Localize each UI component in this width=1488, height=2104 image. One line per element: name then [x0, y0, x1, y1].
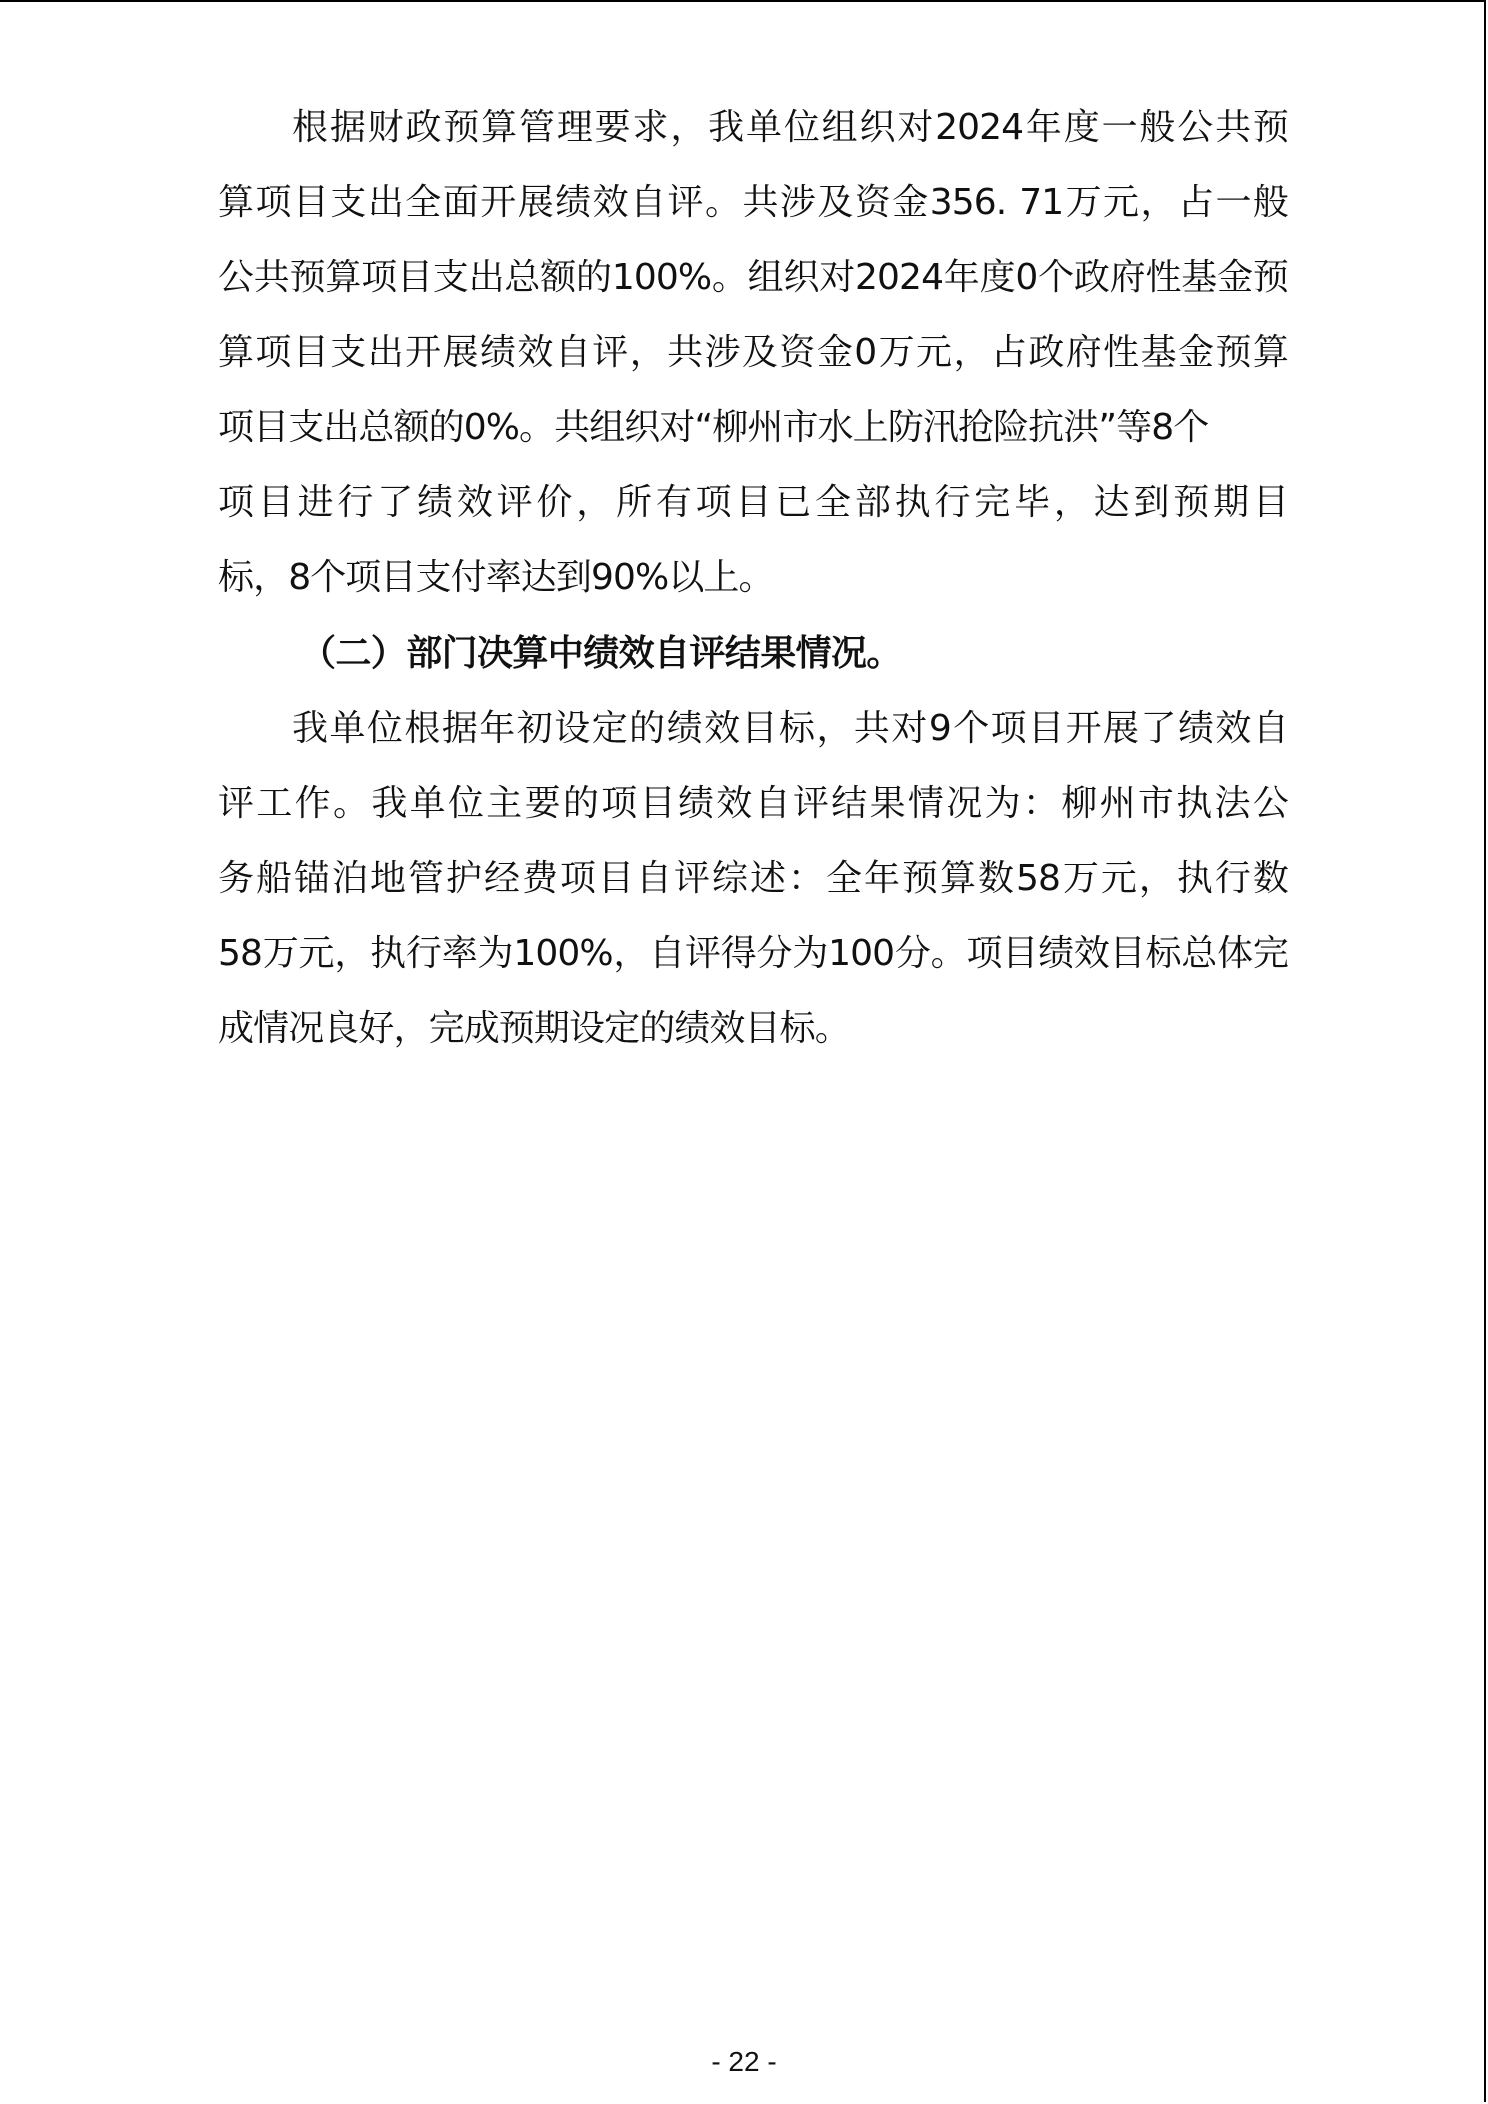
- paragraph-2-line-4: 58万元，执行率为100%，自评得分为100分。项目绩效目标总体完: [218, 933, 1288, 974]
- paragraph-2-line-1: 我单位根据年初设定的绩效目标，共对9个项目开展了绩效自: [292, 708, 1288, 749]
- paragraph-1-line-3: 公共预算项目支出总额的100%。组织对2024年度0个政府性基金预: [218, 257, 1288, 298]
- paragraph-1-line-4: 算项目支出开展绩效自评，共涉及资金0万元，占政府性基金预算: [218, 332, 1288, 373]
- section-heading: （二）部门决算中绩效自评结果情况。: [300, 633, 902, 674]
- page-number: - 22 -: [711, 2046, 777, 2077]
- paragraph-1-line-5: 项目支出总额的0%。共组织对“柳州市水上防汛抢险抗洪”等8个: [218, 407, 1209, 448]
- paragraph-1-line-7: 标，8个项目支付率达到90%以上。: [218, 557, 774, 598]
- paragraph-2-line-5: 成情况良好，完成预期设定的绩效目标。: [218, 1008, 850, 1049]
- paragraph-1-line-1: 根据财政预算管理要求，我单位组织对2024年度一般公共预: [292, 107, 1288, 148]
- paragraph-2-line-2: 评工作。我单位主要的项目绩效自评结果情况为：柳州市执法公: [218, 783, 1288, 824]
- paragraph-1-line-6: 项目进行了绩效评价，所有项目已全部执行完毕，达到预期目: [218, 482, 1288, 523]
- paragraph-1-line-2: 算项目支出全面开展绩效自评。共涉及资金356. 71万元，占一般: [218, 182, 1288, 223]
- paragraph-2-line-3: 务船锚泊地管护经费项目自评综述：全年预算数58万元，执行数: [218, 858, 1288, 899]
